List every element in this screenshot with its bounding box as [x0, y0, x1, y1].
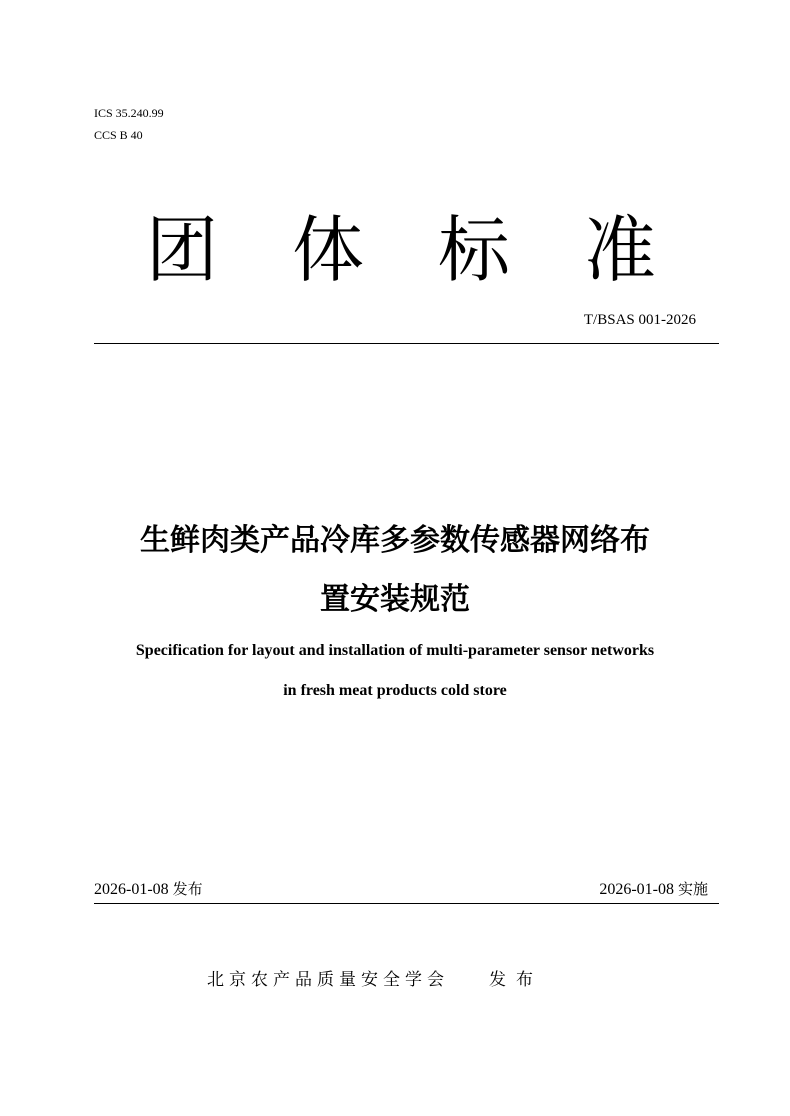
standard-type-char: 团 — [146, 208, 219, 292]
publisher-action: 发布 — [489, 970, 543, 990]
issue-date-block — [94, 879, 203, 900]
top-divider — [94, 343, 719, 344]
issue-label: 发布 — [172, 880, 203, 898]
english-title-line-2: in fresh meat products cold store — [283, 682, 507, 699]
standard-type-char: 准 — [584, 208, 657, 292]
publisher-block — [207, 968, 543, 992]
issue-date: 2026-01-08 — [94, 881, 169, 898]
implementation-label: 实施 — [677, 880, 708, 898]
chinese-title-line-1: 生鲜肉类产品冷库多参数传感器网络布 — [140, 523, 650, 558]
english-title-line-1: Specification for layout and installation of multi-parameter sensor networks — [135, 642, 655, 659]
ccs-code: CCS B 40 — [94, 128, 143, 142]
standard-type-char: 体 — [292, 208, 365, 292]
bottom-divider — [94, 903, 719, 904]
standard-number: T/BSAS 001-2026 — [583, 312, 696, 328]
standard-type-heading — [94, 205, 718, 295]
chinese-title-line-2: 置安装规范 — [320, 582, 470, 617]
publisher-name: 北京农产品质量安全学会 — [207, 970, 449, 990]
ics-code: ICS 35.240.99 — [94, 106, 164, 120]
implementation-date: 2026-01-08 — [599, 881, 674, 898]
standard-type-char: 标 — [438, 208, 511, 292]
implementation-date-block — [599, 879, 708, 900]
